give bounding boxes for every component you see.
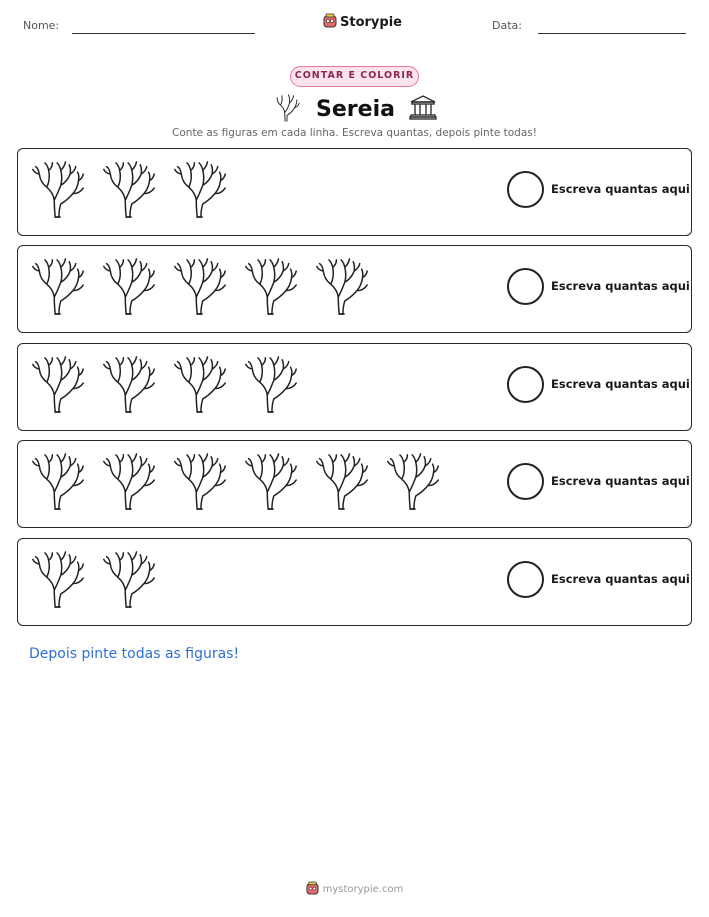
coral-icon[interactable] bbox=[172, 159, 228, 223]
brand-name: Storypie bbox=[340, 15, 402, 30]
page-title: Sereia bbox=[316, 96, 395, 122]
coral-icon[interactable] bbox=[385, 451, 441, 515]
temple-icon bbox=[409, 94, 437, 124]
coral-group bbox=[30, 549, 157, 613]
coral-icon[interactable] bbox=[314, 451, 370, 515]
coloring-note: Depois pinte todas as figuras! bbox=[29, 646, 240, 662]
instructions-text: Conte as figuras em cada linha. Escreva quantas, depois pinte todas! bbox=[172, 127, 537, 139]
coral-icon[interactable] bbox=[172, 256, 228, 320]
coral-icon[interactable] bbox=[243, 256, 299, 320]
coral-icon[interactable] bbox=[30, 159, 86, 223]
coral-icon[interactable] bbox=[172, 354, 228, 418]
answer-label: Escreva quantas aqui bbox=[551, 572, 690, 586]
coral-icon[interactable] bbox=[243, 354, 299, 418]
coral-icon[interactable] bbox=[101, 159, 157, 223]
date-label: Data: bbox=[492, 19, 522, 32]
counting-row bbox=[17, 343, 692, 431]
answer-circle[interactable] bbox=[507, 171, 544, 208]
date-line[interactable] bbox=[538, 33, 686, 34]
counting-row bbox=[17, 538, 692, 626]
coral-icon[interactable] bbox=[101, 354, 157, 418]
coral-icon[interactable] bbox=[30, 256, 86, 320]
coral-group bbox=[30, 354, 299, 418]
coral-icon[interactable] bbox=[30, 451, 86, 515]
footer-url: mystorypie.com bbox=[322, 884, 404, 895]
coral-icon bbox=[272, 92, 302, 126]
coral-icon[interactable] bbox=[101, 256, 157, 320]
answer-label: Escreva quantas aqui bbox=[551, 474, 690, 488]
answer-label: Escreva quantas aqui bbox=[551, 377, 690, 391]
title-row bbox=[0, 92, 709, 126]
coral-icon[interactable] bbox=[172, 451, 228, 515]
storypie-mascot-icon bbox=[323, 13, 337, 32]
brand-logo bbox=[323, 13, 402, 32]
answer-circle[interactable] bbox=[507, 561, 544, 598]
footer bbox=[0, 880, 709, 899]
activity-badge: CONTAR E COLORIR bbox=[290, 66, 419, 87]
coral-icon[interactable] bbox=[101, 549, 157, 613]
counting-row bbox=[17, 245, 692, 333]
counting-row bbox=[17, 440, 692, 528]
coral-icon[interactable] bbox=[30, 354, 86, 418]
answer-label: Escreva quantas aqui bbox=[551, 279, 690, 293]
coral-icon[interactable] bbox=[314, 256, 370, 320]
coral-icon[interactable] bbox=[101, 451, 157, 515]
coral-icon[interactable] bbox=[30, 549, 86, 613]
name-line[interactable] bbox=[72, 33, 255, 34]
answer-label: Escreva quantas aqui bbox=[551, 182, 690, 196]
name-label: Nome: bbox=[23, 19, 60, 32]
coral-group bbox=[30, 451, 441, 515]
answer-circle[interactable] bbox=[507, 366, 544, 403]
answer-circle[interactable] bbox=[507, 463, 544, 500]
storypie-mascot-icon bbox=[306, 880, 319, 899]
coral-group bbox=[30, 256, 370, 320]
answer-circle[interactable] bbox=[507, 268, 544, 305]
coral-group bbox=[30, 159, 228, 223]
coral-icon[interactable] bbox=[243, 451, 299, 515]
counting-row bbox=[17, 148, 692, 236]
